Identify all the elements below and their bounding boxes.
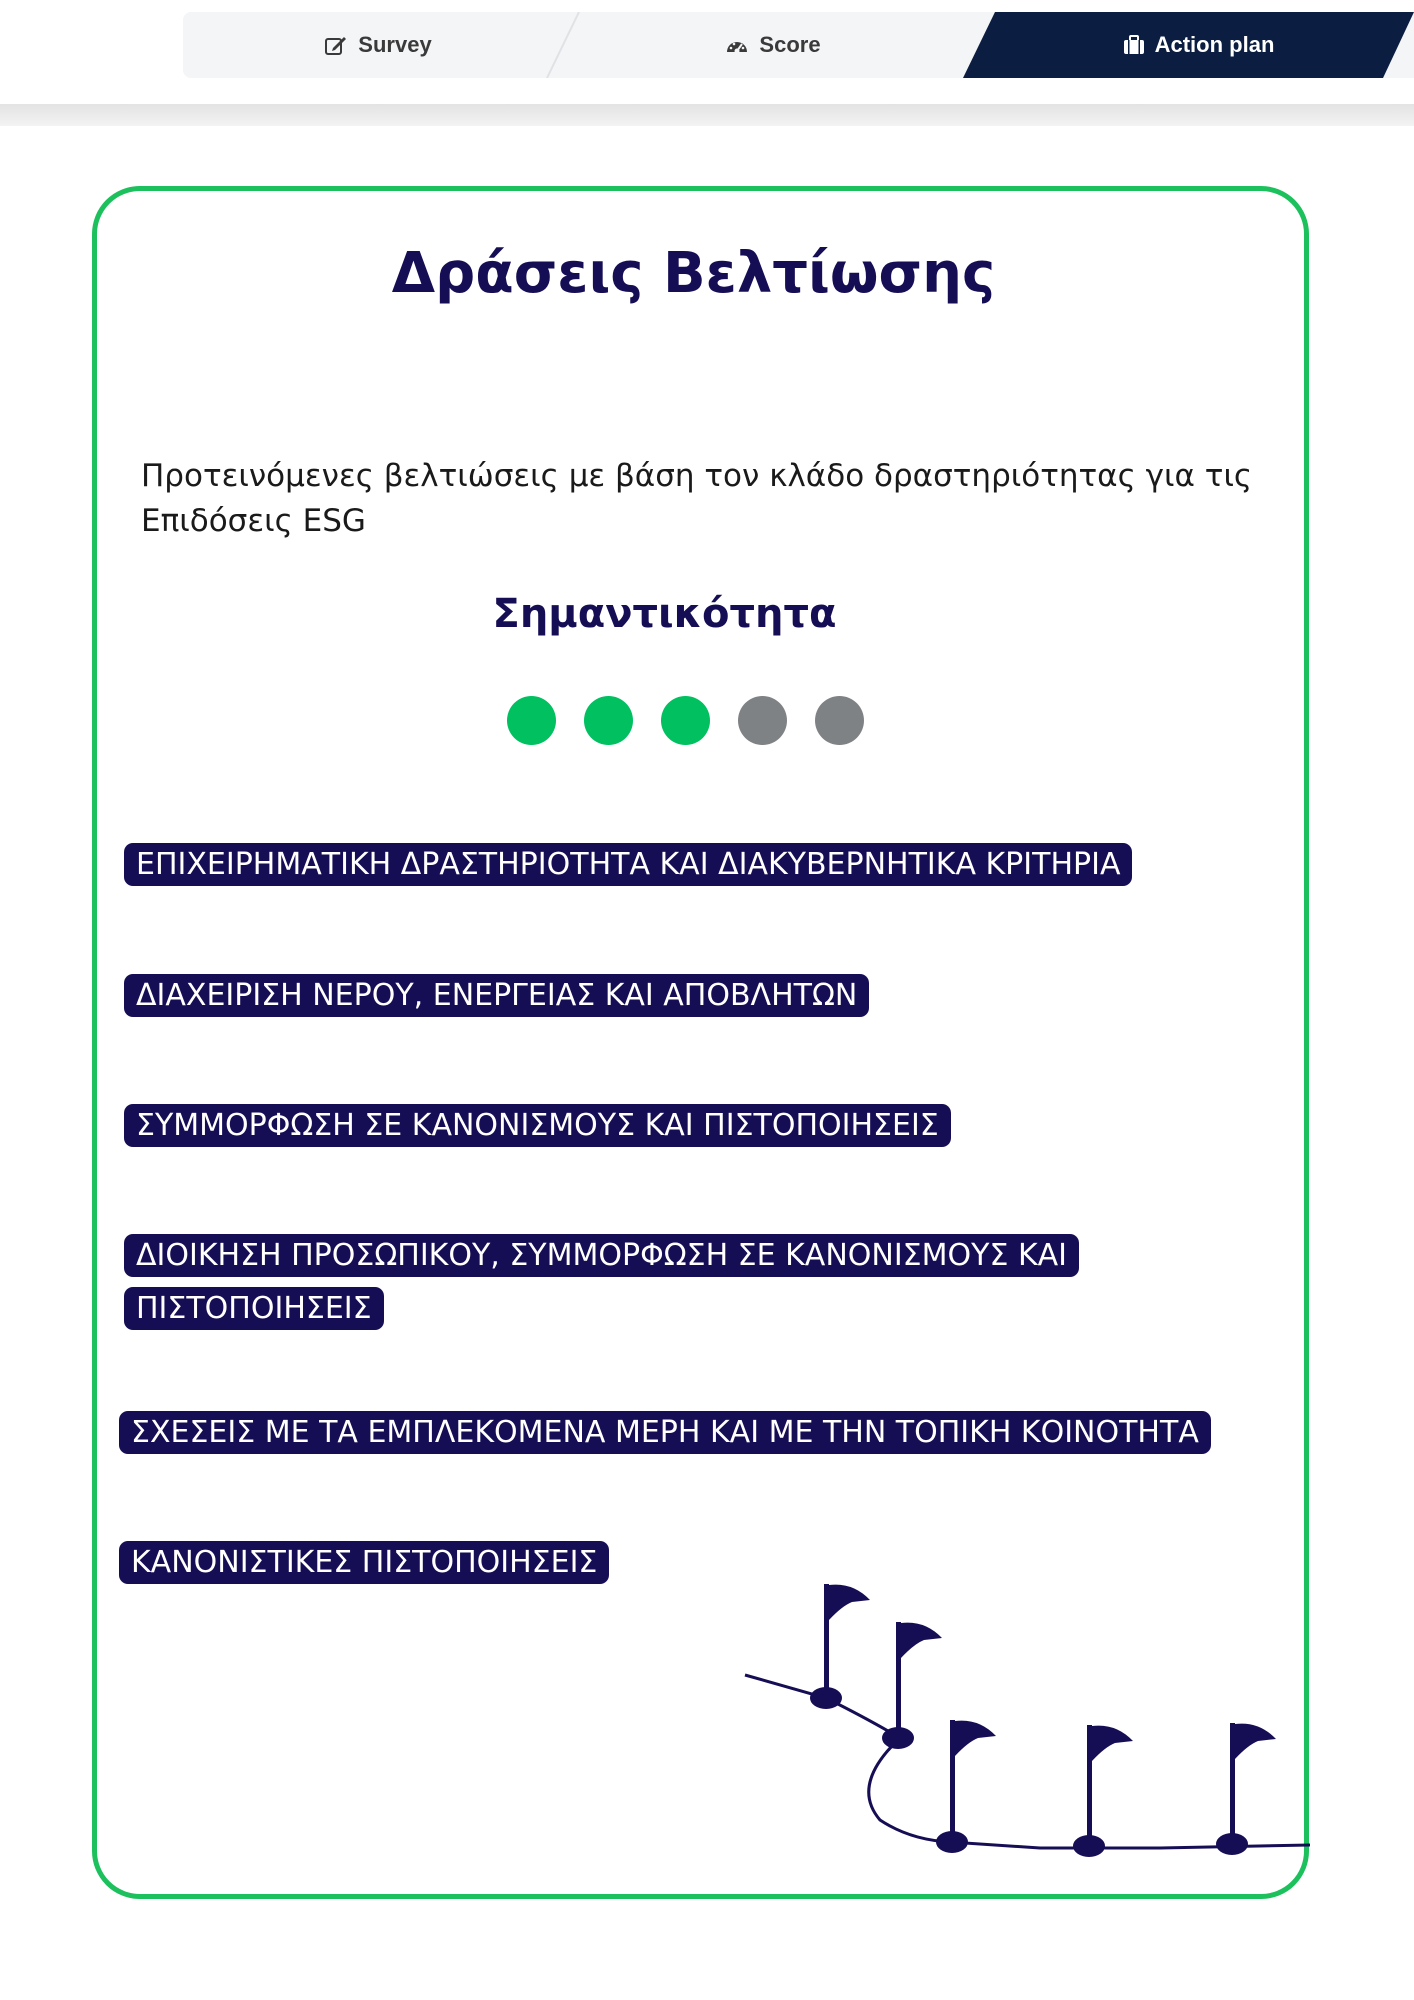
importance-dot-filled bbox=[584, 696, 633, 745]
importance-rating bbox=[507, 696, 864, 746]
action-item[interactable] bbox=[124, 1232, 1144, 1338]
edit-icon bbox=[324, 34, 348, 56]
top-navigation bbox=[0, 0, 1414, 104]
action-item-label: ΕΠΙΧΕΙΡΗΜΑΤΙΚΗ ΔΡΑΣΤΗΡΙΟΤΗΤΑ ΚΑΙ ΔΙΑΚΥΒΕΡΝΗΤΙΚΑ ΚΡΙΤΗΡΙΑ bbox=[124, 843, 1132, 886]
action-item[interactable] bbox=[119, 1409, 1211, 1457]
card-title: Δράσεις Βελτίωσης bbox=[391, 241, 996, 306]
tab-action-plan-label: Action plan bbox=[1154, 32, 1275, 57]
card-title-container bbox=[97, 241, 1304, 306]
header-shadow bbox=[0, 104, 1414, 126]
flags-path-illustration bbox=[740, 1580, 1310, 1880]
action-item[interactable] bbox=[124, 841, 1132, 889]
card-description: Προτεινόμενες βελτιώσεις με βάση τον κλάδο δραστηριότητας για τις Επιδόσεις ESG bbox=[141, 458, 1253, 539]
importance-dot-empty bbox=[815, 696, 864, 745]
tab-action-plan[interactable] bbox=[983, 12, 1414, 78]
importance-dot-empty bbox=[738, 696, 787, 745]
action-item[interactable] bbox=[119, 1539, 609, 1587]
action-item-label: ΣΧΕΣΕΙΣ ΜΕ ΤΑ ΕΜΠΛΕΚΟΜΕΝΑ ΜΕΡΗ ΚΑΙ ΜΕ ΤΗΝ ΤΟΠΙΚΗ ΚΟΙΝΟΤΗΤΑ bbox=[119, 1411, 1211, 1454]
gauge-icon bbox=[725, 35, 749, 55]
action-item[interactable] bbox=[124, 1102, 951, 1150]
importance-heading bbox=[97, 591, 1304, 637]
importance-label: Σημαντικότητα bbox=[492, 591, 837, 637]
tab-bar bbox=[183, 12, 1414, 78]
importance-dot-filled bbox=[507, 696, 556, 745]
action-item[interactable] bbox=[124, 972, 869, 1020]
importance-dot-filled bbox=[661, 696, 710, 745]
tab-score[interactable] bbox=[578, 12, 968, 78]
action-item-label: ΔΙΟΙΚΗΣΗ ΠΡΟΣΩΠΙΚΟΥ, ΣΥΜΜΟΡΦΩΣΗ ΣΕ ΚΑΝΟΝΙΣΜΟΥΣ ΚΑΙ ΠΙΣΤΟΠΟΙΗΣΕΙΣ bbox=[124, 1234, 1079, 1330]
tab-survey-label: Survey bbox=[358, 32, 432, 57]
action-item-label: ΔΙΑΧΕΙΡΙΣΗ ΝΕΡΟΥ, ΕΝΕΡΓΕΙΑΣ ΚΑΙ ΑΠΟΒΛΗΤΩΝ bbox=[124, 974, 869, 1017]
action-item-label: ΚΑΝΟΝΙΣΤΙΚΕΣ ΠΙΣΤΟΠΟΙΗΣΕΙΣ bbox=[119, 1541, 609, 1584]
tab-score-label: Score bbox=[759, 32, 821, 57]
tab-survey[interactable] bbox=[183, 12, 573, 78]
briefcase-icon bbox=[1123, 35, 1145, 55]
action-item-label: ΣΥΜΜΟΡΦΩΣΗ ΣΕ ΚΑΝΟΝΙΣΜΟΥΣ ΚΑΙ ΠΙΣΤΟΠΟΙΗΣΕΙΣ bbox=[124, 1104, 951, 1147]
